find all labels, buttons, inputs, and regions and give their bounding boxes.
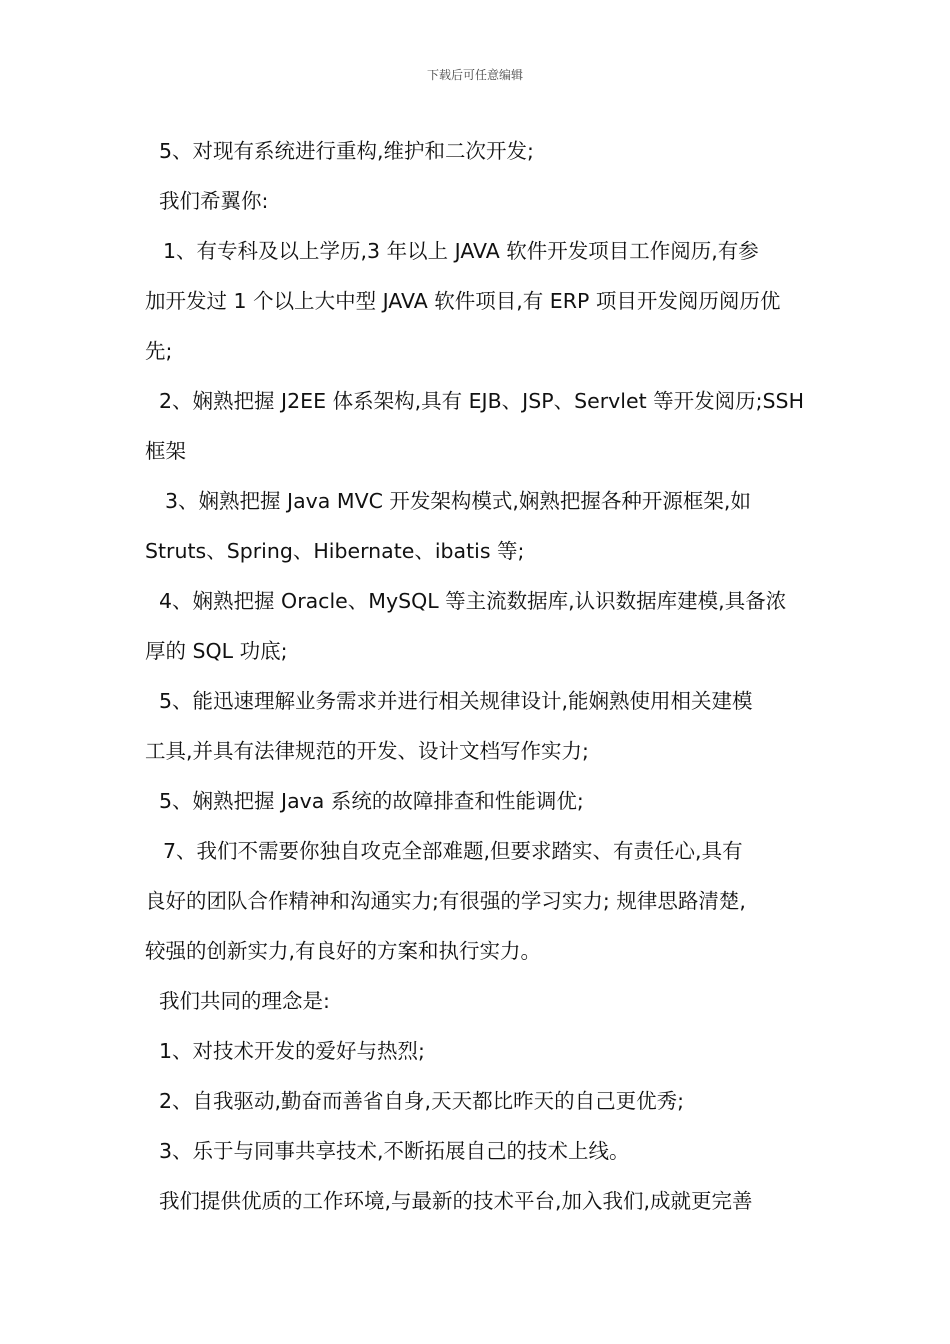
paragraph-line: 我们共同的理念是:: [159, 989, 330, 1013]
paragraph-line: 我们提供优质的工作环境,与最新的技术平台,加入我们,成就更完善: [159, 1189, 753, 1213]
paragraph-line: 先;: [145, 339, 173, 363]
page-header-note: 下载后可任意编辑: [426, 68, 523, 82]
paragraph-line: Struts、Spring、Hibernate、ibatis 等;: [145, 539, 525, 563]
paragraph-line: 框架: [145, 439, 186, 463]
paragraph-line: 4、娴熟把握 Oracle、MySQL 等主流数据库,认识数据库建模,具备浓: [159, 589, 787, 613]
paragraph-line: 5、对现有系统进行重构,维护和二次开发;: [159, 139, 534, 163]
paragraph-line: 良好的团队合作精神和沟通实力;有很强的学习实力; 规律思路清楚,: [145, 889, 746, 913]
paragraph-line: 1、对技术开发的爱好与热烈;: [159, 1039, 425, 1063]
paragraph-line: 5、能迅速理解业务需求并进行相关规律设计,能娴熟使用相关建模: [159, 689, 753, 713]
paragraph-line: 工具,并具有法律规范的开发、设计文档写作实力;: [145, 739, 589, 763]
paragraph-line: 1、有专科及以上学历,3 年以上 JAVA 软件开发项目工作阅历,有参: [163, 239, 759, 263]
paragraph-line: 较强的创新实力,有良好的方案和执行实力。: [145, 939, 542, 963]
paragraph-line: 3、娴熟把握 Java MVC 开发架构模式,娴熟把握各种开源框架,如: [165, 489, 751, 513]
paragraph-line: 5、娴熟把握 Java 系统的故障排查和性能调优;: [159, 789, 584, 813]
paragraph-line: 2、娴熟把握 J2EE 体系架构,具有 EJB、JSP、Servlet 等开发阅历;SSH: [159, 389, 804, 413]
paragraph-line: 3、乐于与同事共享技术,不断拓展自己的技术上线。: [159, 1139, 630, 1163]
paragraph-line: 7、我们不需要你独自攻克全部难题,但要求踏实、有责任心,具有: [163, 839, 743, 863]
paragraph-line: 2、自我驱动,勤奋而善省自身,天天都比昨天的自己更优秀;: [159, 1089, 684, 1113]
paragraph-line: 加开发过 1 个以上大中型 JAVA 软件项目,有 ERP 项目开发阅历阅历优: [145, 289, 781, 313]
paragraph-line: 厚的 SQL 功底;: [145, 639, 288, 663]
paragraph-line: 我们希翼你:: [159, 189, 269, 213]
body-text: [145, 126, 810, 1226]
